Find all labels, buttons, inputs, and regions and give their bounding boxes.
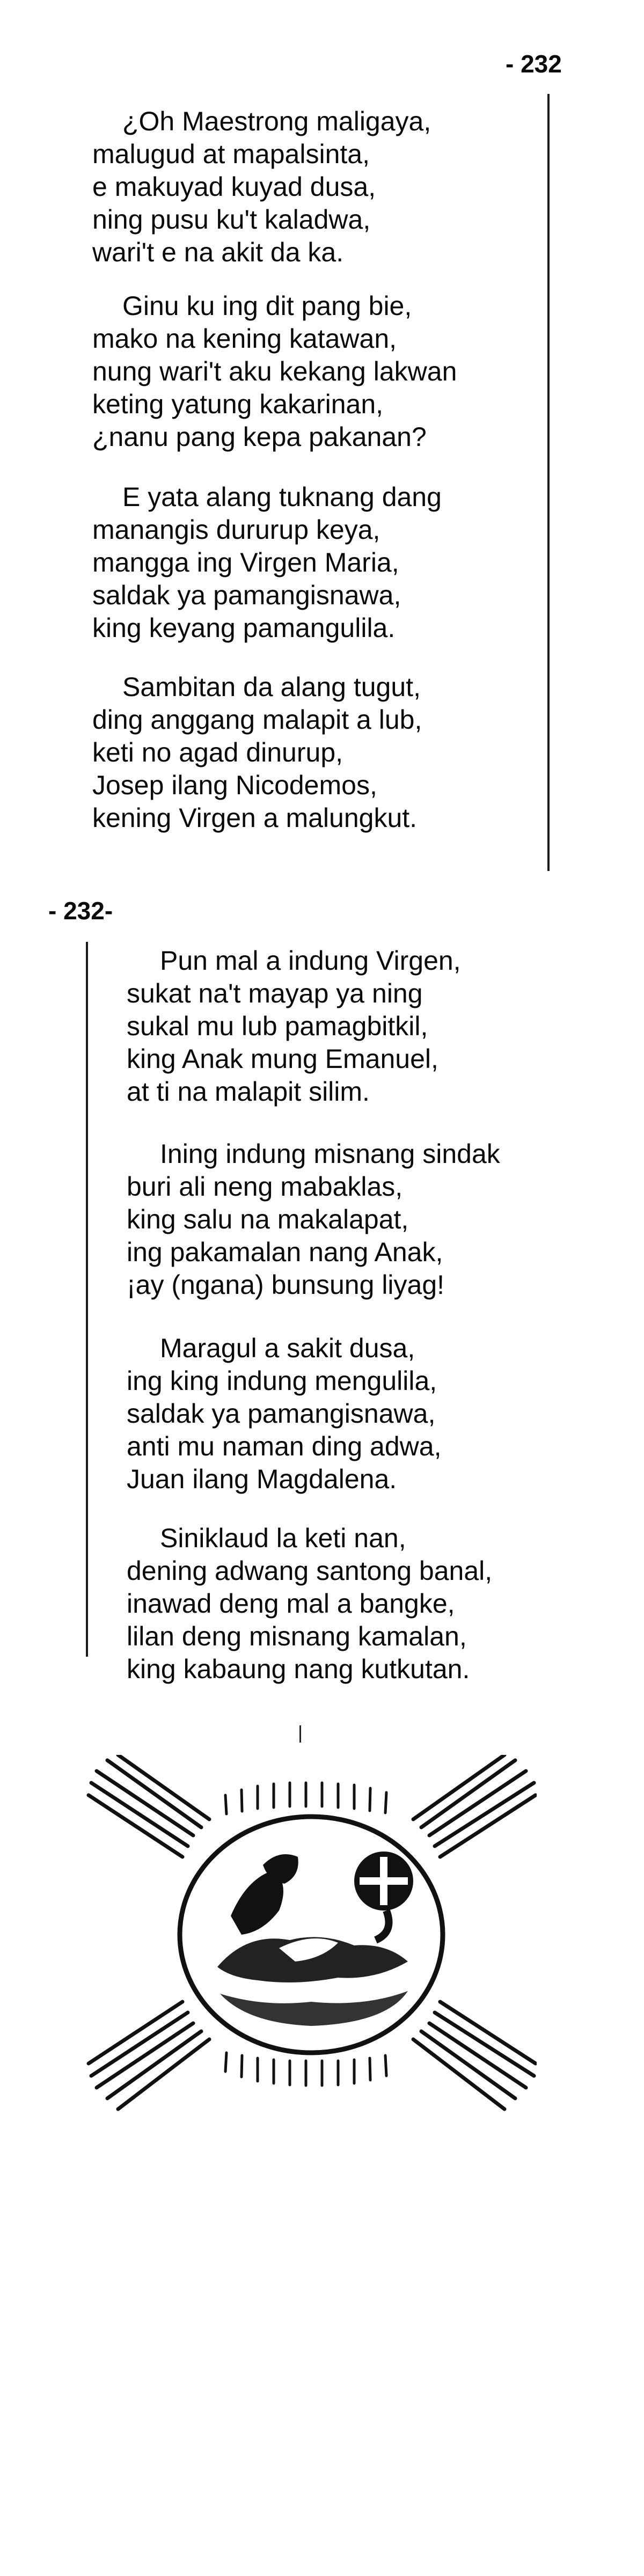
poem-line: Juan ilang Magdalena. bbox=[127, 1464, 397, 1494]
poem-line: king kabaung nang kutkutan. bbox=[127, 1654, 470, 1684]
poem-line: ¿nanu pang kepa pakanan? bbox=[92, 422, 427, 452]
poem-line: ¿Oh Maestrong maligaya, bbox=[122, 106, 431, 136]
poem-line: malugud at mapalsinta, bbox=[92, 139, 370, 169]
poem-line: lilan deng misnang kamalan, bbox=[127, 1621, 467, 1651]
poem-line: at ti na malapit silim. bbox=[127, 1077, 370, 1107]
poem-line: buri ali neng mabaklas, bbox=[127, 1172, 403, 1202]
poem-line: sukat na't mayap ya ning bbox=[127, 978, 423, 1008]
poem-line: Pun mal a indung Virgen, bbox=[160, 946, 461, 976]
poem-line: anti mu naman ding adwa, bbox=[127, 1431, 442, 1461]
stanza-b3 bbox=[127, 1332, 441, 1496]
poem-line: e makuyad kuyad dusa, bbox=[92, 172, 376, 202]
poem-line: sukal mu lub pamagbitkil, bbox=[127, 1011, 428, 1041]
poem-line: Siniklaud la keti nan, bbox=[160, 1523, 406, 1553]
stanza-b1 bbox=[127, 945, 461, 1108]
poem-line: ing king indung mengulila, bbox=[127, 1366, 437, 1396]
poem-line: Sambitan da alang tugut, bbox=[122, 672, 421, 702]
poem-line: mako na kening katawan, bbox=[92, 324, 397, 354]
poem-line: ding anggang malapit a lub, bbox=[92, 705, 422, 735]
poem-line: saldak ya pamangisnawa, bbox=[127, 1399, 436, 1429]
poem-line: king Anak mung Emanuel, bbox=[127, 1044, 438, 1074]
poem-line: nung wari't aku kekang lakwan bbox=[92, 356, 457, 386]
left-margin-rule bbox=[86, 942, 88, 1657]
poem-line: keti no agad dinurup, bbox=[92, 737, 343, 767]
poem-line: king keyang pamangulila. bbox=[92, 613, 396, 643]
poem-line: Ginu ku ing dit pang bie, bbox=[122, 291, 412, 321]
poem-line: ¡ay (ngana) bunsung liyag! bbox=[127, 1270, 445, 1300]
right-margin-rule bbox=[547, 94, 550, 871]
stanza-b4 bbox=[127, 1522, 492, 1686]
poem-line: Ining indung misnang sindak bbox=[160, 1139, 500, 1169]
poem-line: king salu na makalapat, bbox=[127, 1204, 409, 1234]
poem-line: saldak ya pamangisnawa, bbox=[92, 580, 401, 610]
poem-line: dening adwang santong banal, bbox=[127, 1556, 493, 1586]
poem-line: kening Virgen a malungkut. bbox=[92, 803, 418, 833]
stanza-a3 bbox=[92, 481, 442, 645]
stanza-b2 bbox=[127, 1138, 500, 1301]
pieta-sun-emblem-icon bbox=[86, 1755, 537, 2131]
poem-line: keting yatung kakarinan, bbox=[92, 389, 384, 419]
stanza-a2 bbox=[92, 290, 457, 453]
sun-rays-top bbox=[225, 1783, 386, 1814]
sun-rays-bottom bbox=[225, 2053, 386, 2085]
poem-line: ing pakamalan nang Anak, bbox=[127, 1237, 443, 1267]
stanza-a1 bbox=[92, 105, 431, 269]
sun-rays-lower-right bbox=[413, 2002, 536, 2109]
poem-line: inawad deng mal a bangke, bbox=[127, 1589, 455, 1619]
poem-line: manangis dururup keya, bbox=[92, 515, 380, 545]
sun-rays-upper-right bbox=[413, 1755, 536, 1857]
poem-line: ning pusu ku't kaladwa, bbox=[92, 204, 371, 235]
small-vertical-mark bbox=[299, 1725, 301, 1743]
sun-rays-upper-left bbox=[89, 1755, 209, 1857]
sun-rays-lower-left bbox=[89, 2002, 209, 2109]
page-number-top: - 232 bbox=[506, 50, 562, 78]
poem-line: Josep ilang Nicodemos, bbox=[92, 770, 377, 800]
poem-line: E yata alang tuknang dang bbox=[122, 482, 442, 512]
poem-line: mangga ing Virgen Maria, bbox=[92, 547, 399, 577]
stanza-a4 bbox=[92, 671, 422, 835]
poem-line: wari't e na akit da ka. bbox=[92, 237, 344, 267]
poem-line: Maragul a sakit dusa, bbox=[160, 1333, 415, 1363]
page-number-middle: - 232- bbox=[48, 897, 113, 925]
